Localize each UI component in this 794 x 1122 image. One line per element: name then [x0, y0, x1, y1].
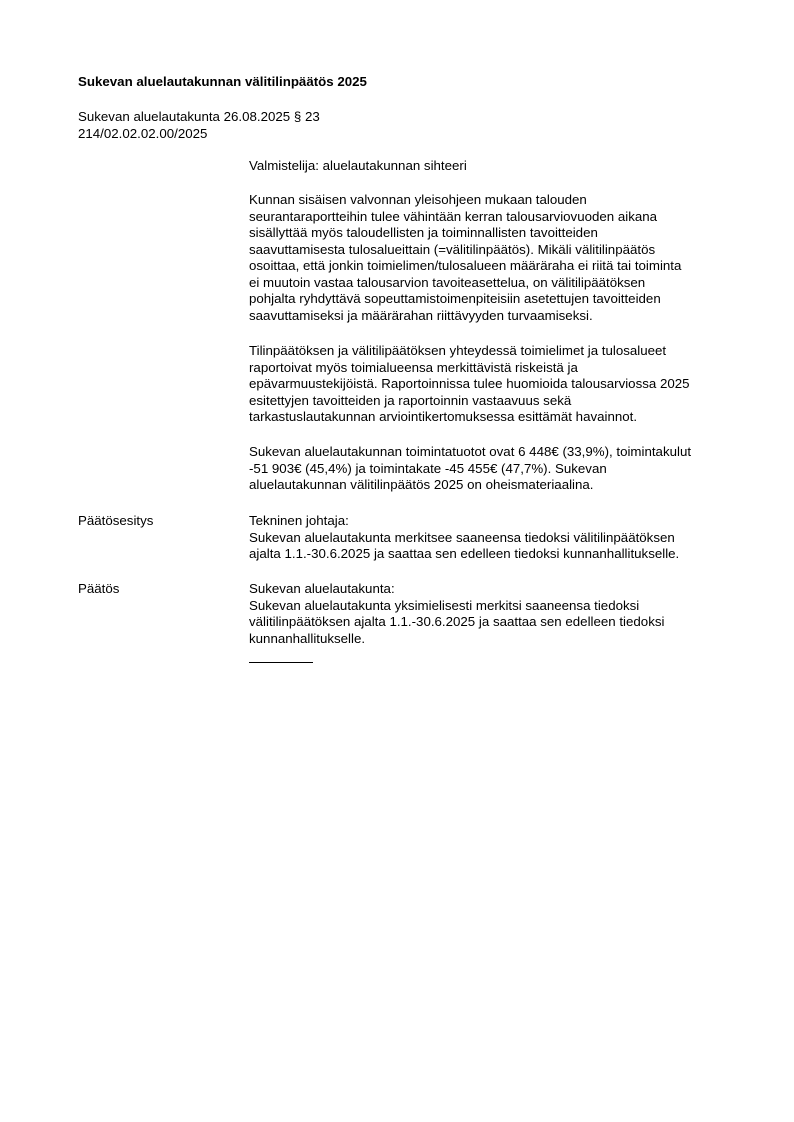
paragraph-2 [249, 343, 749, 426]
paragraph-3 [249, 444, 749, 494]
paragraph-2-line: Tilinpäätöksen ja välitilipäätöksen yhteydessä toimielimet ja tulosalueet [249, 343, 667, 358]
paragraph-1-line: saavuttamiseksi ja määrärahan riittävyyden turvaamiseksi. [249, 307, 593, 323]
proposal-line: ajalta 1.1.-30.6.2025 ja saattaa sen edelleen tiedoksi kunnanhallitukselle. [249, 546, 680, 561]
decision-speaker: Sukevan aluelautakunta: [249, 581, 395, 596]
decision-line: välitilinpäätöksen ajalta 1.1.-30.6.2025 ja saattaa sen edelleen tiedoksi [249, 614, 665, 629]
decision-line: Sukevan aluelautakunta yksimielisesti merkitsi saaneensa tiedoksi [249, 597, 640, 613]
paragraph-2-line: epävarmuustekijöistä. Raportoinnissa tulee huomioida talousarviossa 2025 [249, 376, 690, 391]
paragraph-2-line: esitettyjen tavoitteiden ja raportoinnin vastaavuus sekä [249, 392, 572, 408]
proposal-line: Sukevan aluelautakunta merkitsee saaneensa tiedoksi välitilinpäätöksen [249, 529, 675, 545]
meeting-info [78, 109, 320, 142]
paragraph-3-line: Sukevan aluelautakunnan toimintatuotot ovat 6 448€ (33,9%), toimintakulut [249, 444, 692, 459]
paragraph-3-line: -51 903€ (45,4%) ja toimintakate -45 455€ (47,7%). Sukevan [249, 460, 607, 476]
paragraph-1-line: Kunnan sisäisen valvonnan yleisohjeen mukaan talouden [249, 192, 587, 207]
paragraph-1-line: sisällyttää myös taloudellisten ja toiminnallisten tavoitteiden [249, 225, 598, 240]
paragraph-1 [249, 192, 749, 324]
paragraph-3-line: aluelautakunnan välitilinpäätös 2025 on oheismateriaalina. [249, 477, 594, 492]
record-number: 214/02.02.02.00/2025 [78, 125, 208, 141]
proposal-speaker: Tekninen johtaja: [249, 513, 349, 528]
paragraph-1-line: pohjalta ryhdyttävä sopeuttamistoimenpiteisiin asetettujen tavoitteiden [249, 291, 661, 306]
paragraph-1-line: ei muutoin vastaa talousarvion tavoiteasettelua, on välitilipäätöksen [249, 274, 646, 290]
decision-line: kunnanhallitukselle. [249, 630, 366, 646]
meeting-line: Sukevan aluelautakunta 26.08.2025 § 23 [78, 109, 320, 124]
preparer-line [249, 158, 749, 175]
proposal-section [249, 513, 749, 563]
paragraph-1-line: saavuttamisesta tulosalueittain (=välitilinpäätös). Mikäli välitilinpäätös [249, 241, 656, 257]
closing-rule [249, 662, 313, 663]
proposal-label: Päätösesitys [78, 513, 154, 528]
decision-label: Päätös [78, 581, 120, 596]
paragraph-2-line: raportoivat myös toimialueensa merkittävistä riskeistä ja [249, 359, 578, 375]
paragraph-1-line: osoittaa, että jonkin toimielimen/tulosalueen määräraha ei riitä tai toiminta [249, 258, 682, 273]
decision-section [249, 581, 749, 647]
paragraph-2-line: tarkastuslautakunnan arviointikertomuksessa esittämät havainnot. [249, 409, 638, 424]
paragraph-1-line: seurantaraportteihin tulee vähintään kerran talousarviovuoden aikana [249, 208, 658, 224]
document-title: Sukevan aluelautakunnan välitilinpäätös 2025 [78, 74, 367, 89]
preparer-text: Valmistelija: aluelautakunnan sihteeri [249, 158, 467, 173]
